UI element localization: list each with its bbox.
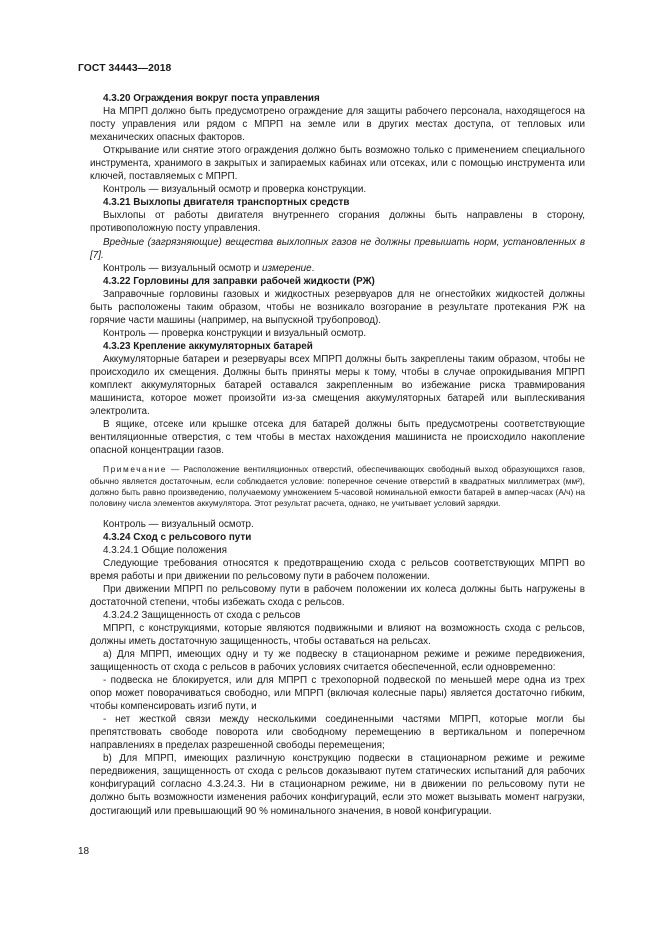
italic-paragraph: Вредные (загрязняющие) вещества выхлопных газов не должны превышать норм, установленных в [7].: [90, 236, 585, 261]
document-body: [90, 92, 585, 818]
body-paragraph: Контроль — проверка конструкции и визуальный осмотр.: [103, 327, 367, 339]
paragraph-text: Контроль — визуальный осмотр и: [103, 262, 262, 274]
body-paragraph: 4.3.24.1 Общие положения: [103, 544, 227, 556]
body-paragraph: Заправочные горловины газовых и жидкостных резервуаров для не огнестойких жидкостей должны быть расположены таким образом, чтобы не возникало возгорание в результате протекания РЖ на горячие части машины (например, на выпускной трубопровод).: [90, 288, 585, 326]
section-heading: 4.3.22 Горловины для заправки рабочей жидкости (РЖ): [103, 275, 375, 287]
body-paragraph: В ящике, отсеке или крышке отсека для батарей должны быть предусмотрены соответствующие вентиляционные отверстия, с тем чтобы в местах нахождения машиниста не происходило накопление опасной концентрации газов.: [90, 419, 585, 457]
section-heading: 4.3.23 Крепление аккумуляторных батарей: [103, 340, 313, 352]
page-number: 18: [78, 846, 90, 857]
body-paragraph: a) Для МПРП, имеющих одну и ту же подвеску в стационарном режиме и режиме передвижения, защищенность от схода с рельсов в рабочих условиях считается обеспеченной, если одновременно:: [90, 648, 585, 674]
note-paragraph: [90, 464, 585, 509]
body-paragraph: МПРП, с конструкциями, которые являются подвижными и влияют на возможность схода с рельсов, должны иметь достаточную защищенность, чтобы оставаться на рельсах.: [90, 622, 585, 647]
body-paragraph: Контроль — визуальный осмотр.: [103, 518, 254, 530]
body-paragraph: [90, 262, 585, 275]
italic-word: измерение: [261, 262, 312, 274]
body-paragraph: 4.3.24.2 Защищенность от схода с рельсов: [103, 609, 301, 621]
body-paragraph: На МПРП должно быть предусмотрено ограждение для защиты рабочего персонала, находящегося на посту управления или рядом с МПРП на земле или в других местах доступа, от тепловых или механических опасных факторов.: [90, 106, 585, 144]
note-text: — Расположение вентиляционных отверстий, обеспечивающих свободный выход образующихся газов, обычно является достаточным, если соблюдается условие: поперечное сечение отверстий в квадратных миллиметрах (мм²), должно быть равно произведению, получаемому умножением 5-часовой номинальной емкости батарей в ампер-часах (А/ч) на половину числа элементов аккумулятора. Этот результат расчета, однако, не учитывает условий зарядки.: [90, 464, 585, 509]
section-heading: 4.3.24 Сход с рельсового пути: [103, 531, 252, 543]
body-paragraph: - подвеска не блокируется, или для МПРП с трехопорной подвеской по меньшей мере одна из трех опор может поворачиваться свободно, или МПРП (включая колесные пары) является достаточно гибким, чтобы компенсировать изгиб пути, и: [90, 675, 585, 713]
section-heading: 4.3.21 Выхлопы двигателя транспортных средств: [103, 197, 350, 209]
body-paragraph: Аккумуляторные батареи и резервуары всех МПРП должны быть закреплены таким образом, чтобы не происходило их смещения. Должны быть приняты меры к тому, чтобы в случае опрокидывания МПРП комплект аккумуляторных батарей оставался закрепленным во избежание риска травмирования машиниста, которое может произойти из-за смещения аккумуляторных батарей или выплескивания электролита.: [90, 353, 585, 418]
body-paragraph: Следующие требования относятся к предотвращению схода с рельсов соответствующих МПРП во время работы и при движении по рельсовому пути в рабочем положении.: [90, 557, 585, 582]
body-paragraph: Открывание или снятие этого ограждения должно быть возможно только с применением специального инструмента, хранимого в закрытых и запираемых кабинах или отсеках, или с помощью инструмента или ключей, поставляемых с МПРП.: [90, 145, 585, 183]
paragraph-tail: .: [311, 262, 315, 274]
body-paragraph: b) Для МПРП, имеющих различную конструкцию подвески в стационарном режиме и режиме передвижения, защищенность от схода с рельсов доказывают путем статических испытаний для рабочих конфигураций согласно 4.3.24.3. Ни в стационарном режиме, ни в движении по рельсовому пути не должно быть возможности изменения рабочих конфигураций, если это может вызывать момент нагрузки, достигающий или превышающий 90 % номинального значения, в новой конфигурации.: [90, 753, 585, 817]
body-paragraph: Выхлопы от работы двигателя внутреннего сгорания должны быть направлены в сторону, противоположную посту управления.: [90, 210, 585, 235]
body-paragraph: - нет жесткой связи между несколькими соединенными частями МПРП, которые могли бы препятствовать свободе поворота или свободному перемещению в вертикальном и поперечном направлениях в пределах разрешенной свободы перемещения;: [90, 714, 585, 752]
section-heading: 4.3.20 Ограждения вокруг поста управления: [103, 93, 320, 104]
body-paragraph: Контроль — визуальный осмотр и проверка конструкции.: [103, 184, 367, 196]
note-label: Примечание: [103, 464, 168, 475]
body-paragraph: При движении МПРП по рельсовому пути в рабочем положении их колеса должны быть нагружены в достаточной степени, чтобы избежать схода с рельсов.: [90, 583, 585, 608]
document-header: ГОСТ 34443—2018: [78, 63, 172, 74]
